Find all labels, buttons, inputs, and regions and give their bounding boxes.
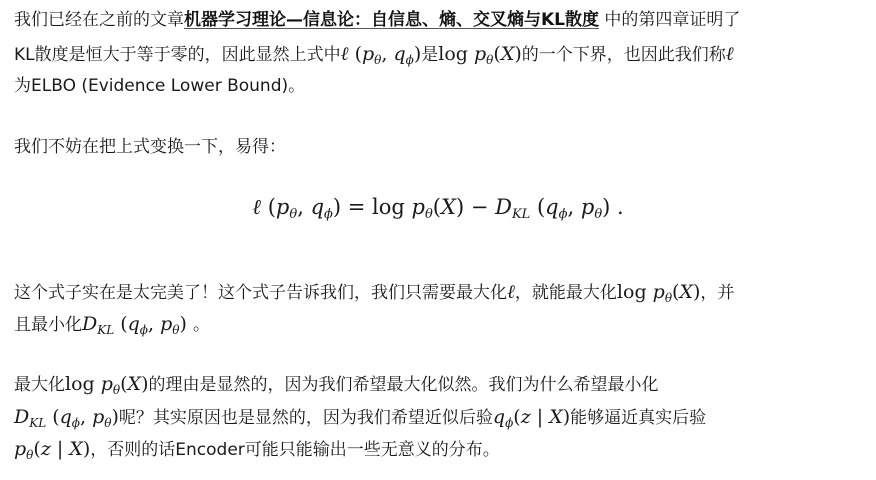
paragraph-text: 。 bbox=[192, 315, 210, 335]
paragraph-text: 呢？其实原因也是显然的，因为我们希望近似后验 bbox=[118, 408, 493, 428]
paragraph-3-line-1 bbox=[14, 277, 734, 307]
paragraph-text: 为ELBO (Evidence Lower Bound)。 bbox=[14, 76, 306, 96]
paragraph-text: ，并 bbox=[700, 283, 735, 303]
math-kl-divergence: $D_{KL}$ ($q_\phi$, $p_\theta$) bbox=[82, 313, 193, 337]
paragraph-text: 是 bbox=[421, 45, 439, 65]
paragraph-text: 的一个下界，也因此我们称 bbox=[521, 45, 726, 65]
paragraph-text: 且最小化 bbox=[14, 315, 82, 335]
math-ell: ℓ bbox=[507, 281, 515, 303]
paragraph-2 bbox=[14, 132, 286, 162]
math-ell: ℓ bbox=[725, 43, 734, 65]
paragraph-text: 最大化 bbox=[14, 375, 65, 395]
paragraph-text: KL散度是恒大于等于零的，因此显然上式中 bbox=[14, 45, 341, 65]
article-link[interactable]: 机器学习理论—信息论：自信息、熵、交叉熵与KL散度 bbox=[184, 10, 600, 30]
display-equation: ℓ ($p_\theta$, $q_\phi) = \log p_\theta(X) - D_{KL}$ ($q_\phi$, $p_\theta$) . bbox=[252, 195, 624, 222]
math-log-likelihood: $\log p_\theta(X)$ bbox=[65, 373, 149, 397]
paragraph-text: ，否则的话Encoder可能只能输出一些无意义的分布。 bbox=[90, 440, 500, 460]
paragraph-text: 中的第四章证明了 bbox=[599, 10, 741, 30]
paragraph-1-line-3 bbox=[14, 71, 305, 101]
math-elbo: ℓ ($p_\theta$, $q_\phi$) bbox=[340, 43, 422, 67]
math-log-likelihood: $\log p_\theta(X)$ bbox=[616, 281, 701, 305]
paragraph-4-line-3 bbox=[14, 434, 500, 464]
paragraph-text: 能够逼近真实后验 bbox=[570, 408, 707, 428]
math-true-posterior: $p_\theta(z$ | X) bbox=[14, 438, 91, 462]
paragraph-text: 的理由是显然的，因为我们希望最大化似然。我们为什么希望最小化 bbox=[148, 375, 659, 395]
math-kl-divergence: $D_{KL}$ ($q_\phi$, $p_\theta$) bbox=[14, 406, 119, 430]
paragraph-text: 这个式子实在是太完美了！这个式子告诉我们，我们只需要最大化 bbox=[14, 283, 507, 303]
paragraph-text: 我们不妨在把上式变换一下，易得： bbox=[14, 137, 286, 157]
paragraph-1-line-2 bbox=[14, 39, 734, 69]
paragraph-text: ，就能最大化 bbox=[514, 283, 617, 303]
math-log-likelihood: $\log p_\theta(X)$ bbox=[438, 43, 522, 67]
paragraph-3-line-2 bbox=[14, 309, 210, 339]
paragraph-4-line-1 bbox=[14, 369, 659, 399]
paragraph-1-line-1 bbox=[14, 5, 740, 35]
paragraph-4-line-2 bbox=[14, 402, 706, 432]
math-approx-posterior: $q_\phi(z$ | X) bbox=[492, 406, 571, 430]
paragraph-text: 我们已经在之前的文章 bbox=[14, 10, 184, 30]
